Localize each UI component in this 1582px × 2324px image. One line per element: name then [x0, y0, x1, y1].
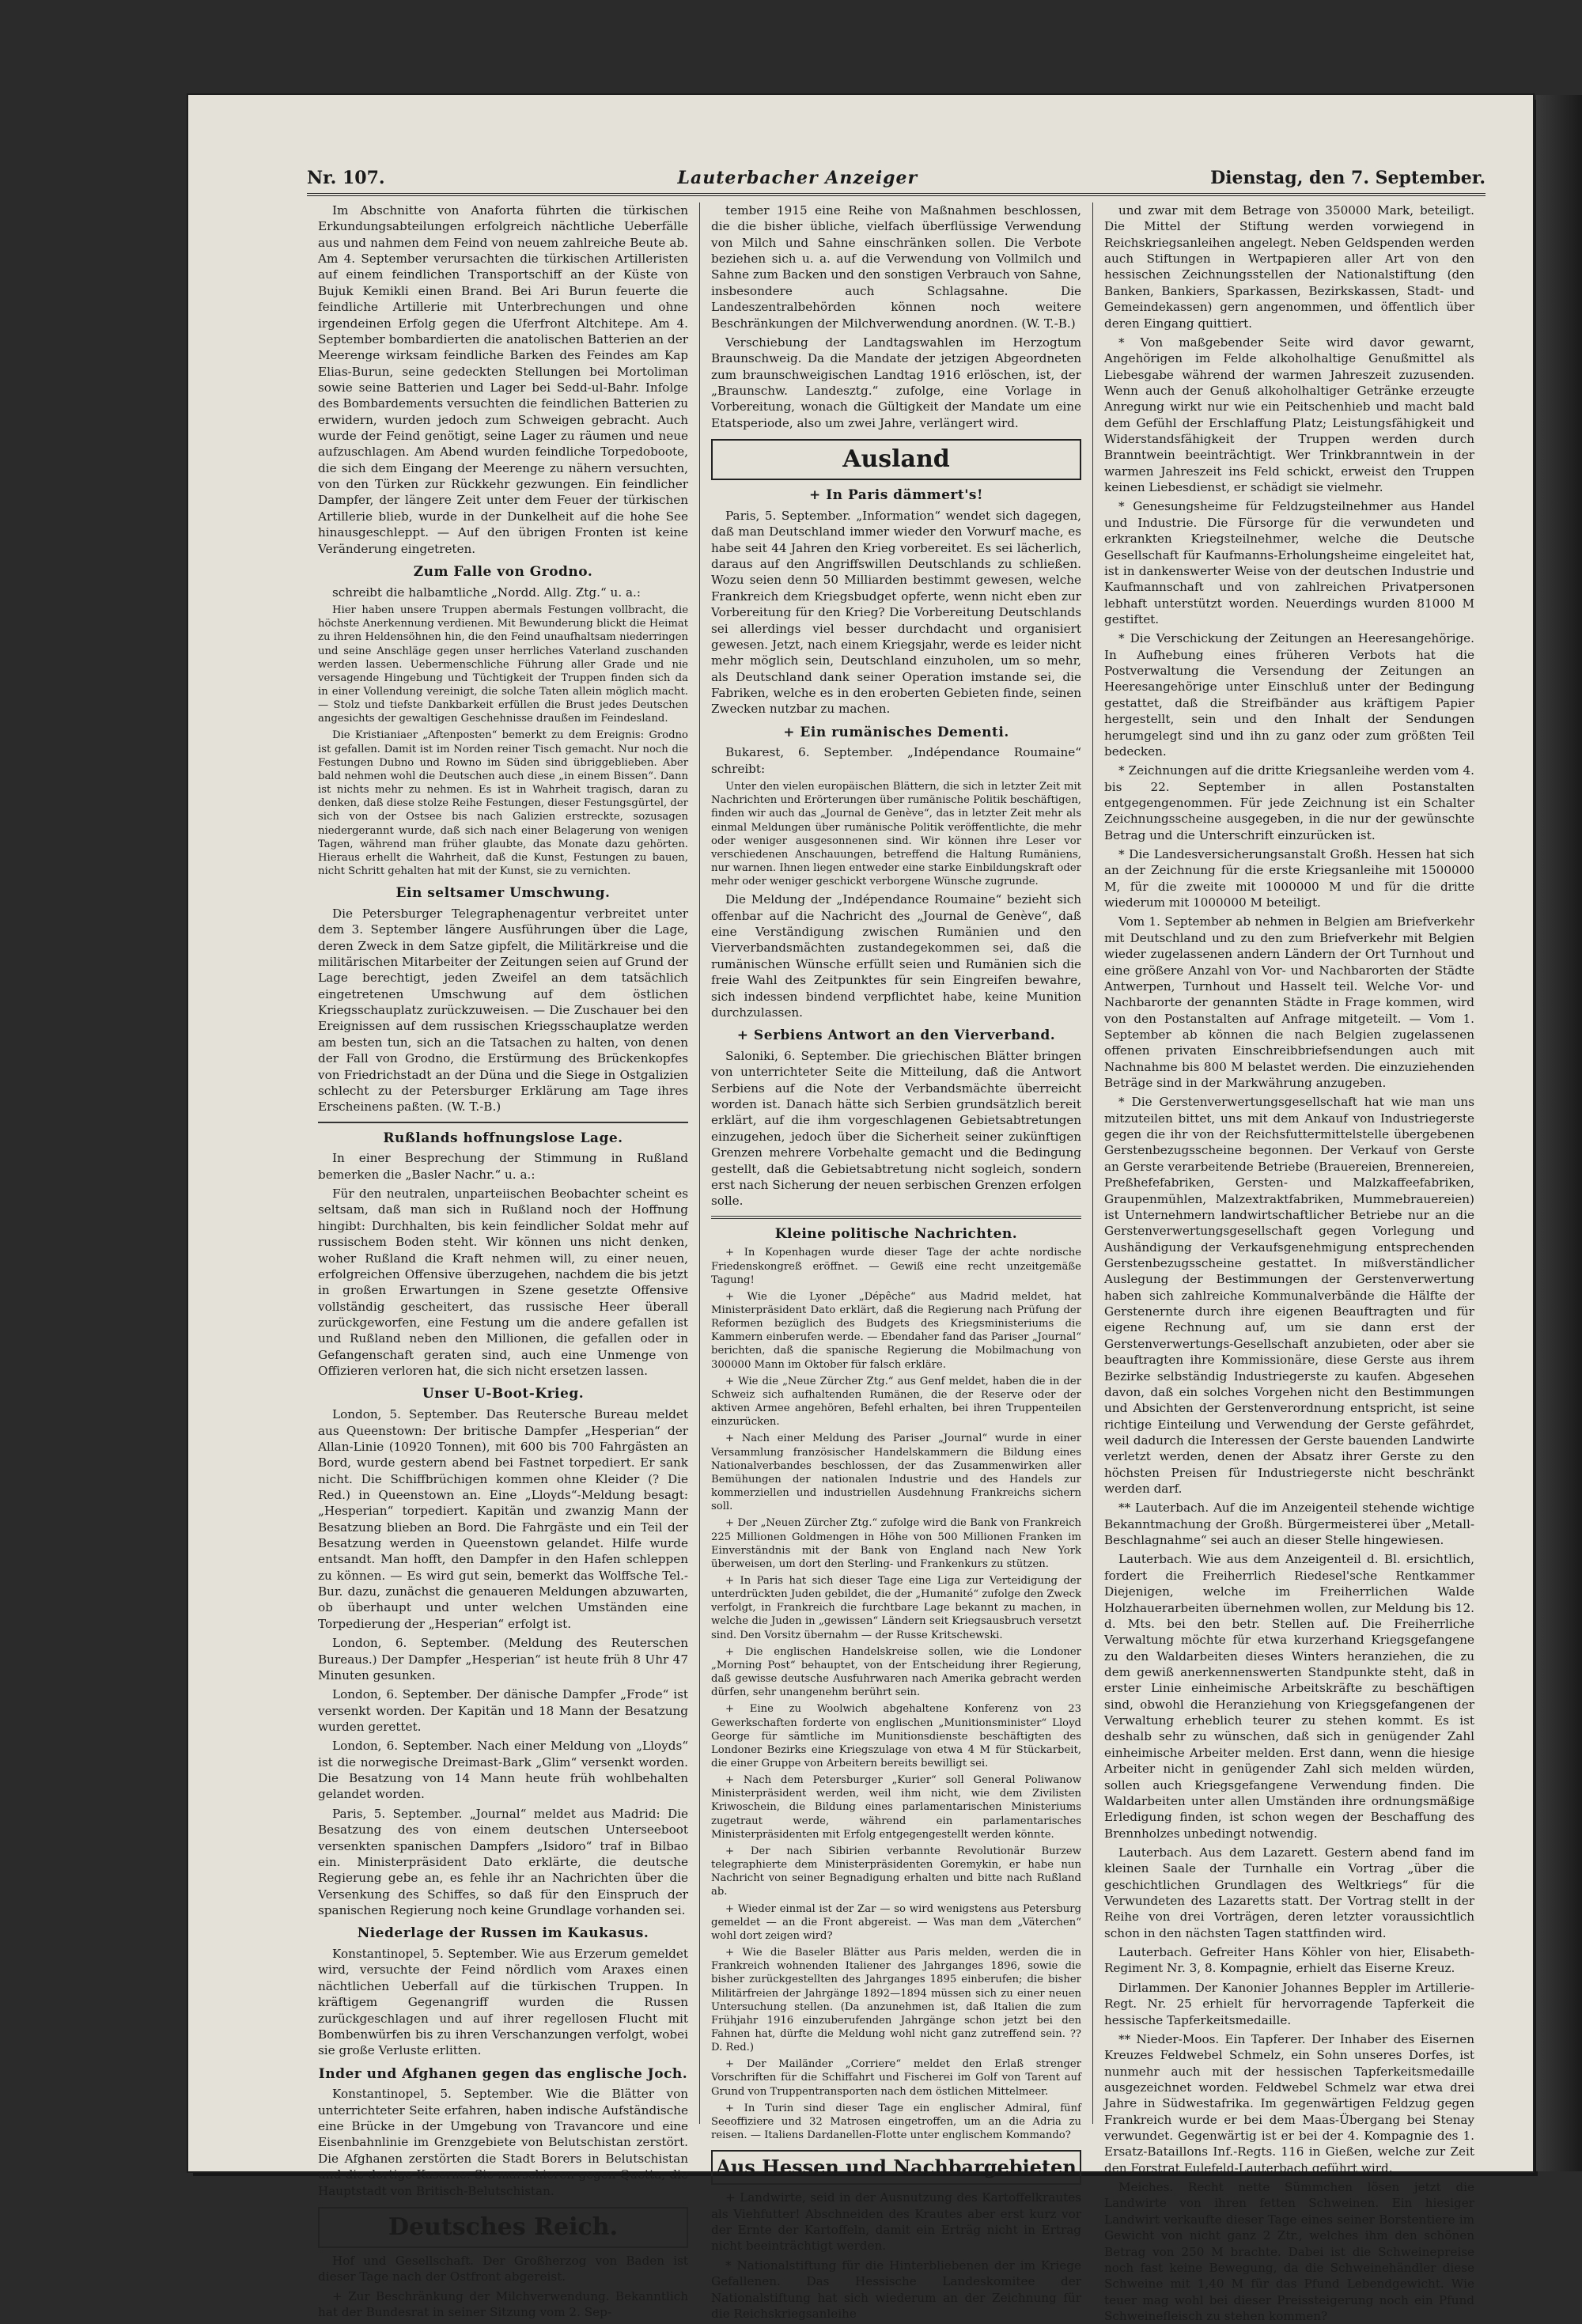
article-belgien: Vom 1. September ab nehmen in Belgien am Briefverkehr mit Deutschland und zu den zum Briefverkehr mit Belgien wieder zugelassenen andern Ländern der Ort Turnhout und eine größere Anzahl von Vor- und Nachbarorten der Städte Antwerpen, Turnhout und Hasselt teil. Welche Vor- und Nachbarorte der genannten Städte in Frage kommen, wird von den Postanstalten auf Anfrage mitgeteilt. — Vom 1. September ab können die nach Belgien zugelassenen offenen privaten Einschreibbriefsendungen auch mit Nachnahme bis 800 M belastet werden. Die einzuziehenden Beträge sind in der Markwährung anzugeben. — [1104, 914, 1474, 1091]
news-item: + Die englischen Handelskreise sollen, wie die Londoner „Morning Post“ behauptet, von der Entscheidung ihrer Regierung, daß gewisse deutsche Ausfuhrwaren nach Amerika gebracht werden dürfen, sehr unangenehm berührt sein. — [711, 1645, 1081, 1699]
newspaper-page — [188, 95, 1533, 2323]
article-grodno-quote: Hier haben unsere Truppen abermals Festungen vollbracht, die höchste Anerkennung verdienen. Mit Bewunderung blickt die Heimat zu ihren Heldensöhnen hin, die den Feind unaufhaltsam niederringen und seine Anschläge gegen unser herrliches Vaterland zuschanden werden lassen. Uebermenschliche Führung aller Grade und nie versagende Hingebung und Tüchtigkeit der Truppen finden sich da in einer Vollendung vereinigt, die solche Taten allein möglich macht. — Stolz und tiefste Dankbarkeit erfüllen die Brust jedes Deutschen angesichts der gewaltigen Geschehnisse draußen im Feindesland. — [318, 604, 688, 725]
article-meiches: Meiches. Recht nette Sümmchen lösen jetzt die Landwirte von ihren fetten Schweinen. Ein hiesiger Landwirt verkaufte dieser Tage eines seiner Borstentiere im Gewicht von nicht ganz 2 Ztr., welches ihm den schönen Betrag von 250 M brachte. Dabei ist die Schweinepreise noch fast keine Bewegung, da die Schweinehändler diese Schweine mit 1,40 M für das Pfund Lebendgewicht. Wie teuer mag wohl bei dieser Preissteigerung noch ein Pfund Schweinefleisch zu stehen kommen? — [1104, 2180, 1474, 2323]
masthead — [307, 157, 1485, 196]
article-uboot-1: London, 5. September. Das Reutersche Bureau meldet aus Queenstown: Der britische Dampfer „Hesperian“ der Allan-Linie (10920 Tonnen), mit 600 bis 700 Fahrgästen an Bord, wurde gestern abend bei Fastnet torpediert. Er sank nicht. Die Schiffbrüchigen kommen ohne Kleider (? Die Red.) in Queenstown an. Eine „Lloyds“-Meldung besagt: „Hesperian“ torpediert. Kapitän und zwanzig Mann der Besatzung blieben an Bord. Die Fahrgäste und ein Teil der Besatzung werden in Queenstown gelandet. Hilfe wurde entsandt. Man hofft, den Dampfer in den Hafen schleppen zu können. — Es wird gut sein, bemerkt das Wolffsche Tel.-Bur. dazu, zunächst die genaueren Meldungen abzuwarten, ob überhaupt und unter welchen Umständen eine Torpedierung der „Hesperian“ erfolgt ist. — [318, 1407, 688, 1631]
column-3 — [1093, 202, 1485, 2323]
article-koehler: Lauterbach. Gefreiter Hans Köhler von hier, Elisabeth-Regiment Nr. 3, 8. Kompagnie, erhielt das Eiserne Kreuz. — [1104, 1945, 1474, 1976]
article-lazarett: Lauterbach. Aus dem Lazarett. Gestern abend fand im kleinen Saale der Turnhalle ein Vortrag „über die geschichtlichen Grundlagen des Weltkriegs“ für die Verwundeten des Lazaretts statt. Der Vortrag stellt in der Reihe von drei Vorträgen, deren letzter voraussichtlich schon in den nächsten Tagen stattfinden wird. — [1104, 1845, 1474, 1940]
article-genesungsheime: * Genesungsheime für Feldzugsteilnehmer aus Handel und Industrie. Die Fürsorge für die verwundeten und erkrankten Kriegsteilnehmer, welche die Deutsche Gesellschaft für Kaufmanns-Erholungsheime eingeleitet hat, ist in dankenswerter Weise von der deutschen Industrie und Kaufmannschaft und von zahlreichen Privatpersonen lebhaft unterstützt worden. Neuerdings wurden 81000 M gestiftet. — [1104, 499, 1474, 626]
heading-russland: Rußlands hoffnungslose Lage. — [383, 1130, 623, 1146]
heading-kleine-nachrichten: Kleine politische Nachrichten. — [774, 1225, 1018, 1242]
news-item: + Der nach Sibirien verbannte Revolutionär Burzew telegraphierte dem Ministerpräsidenten Goremykin, er habe nun Nachricht von seiner Begnadigung erhalten und bitte nach Rußland ab. — [711, 1845, 1081, 1898]
article-kartoffelkraut: + Landwirte, seid in der Ausnutzung des Kartoffelkrautes als Viehfutter! Abschneiden des Krautes aber erst kurz vor der Ernte der Kartoffeln, damit ein Erträg nicht in Ertrag nicht beeinträchtigt werden. — [711, 2190, 1081, 2254]
article-dementi-quote: Unter den vielen europäischen Blättern, die sich in letzter Zeit mit Nachrichten und Erörterungen über rumänische Politik beschäftigen, finden wir auch das „Journal de Genève“, das in letzter Zeit mehr als einmal Meldungen über rumänische Politik veröffentlichte, die mehr oder weniger ausgesonnenen sind. Wir können ihre Leser vor verschiedenen Anschauungen, betreffend die Haltung Rumäniens, nur warnen. Ihnen liegen entweder eine starke Einbildungskraft oder mehr oder weniger geschickt verborgene Wünsche zugrunde. — [711, 781, 1081, 888]
article-uboot-3: London, 6. September. Der dänische Dampfer „Frode“ ist versenkt worden. Der Kapitän und 18 Mann der Besatzung wurden gerettet. — [318, 1687, 688, 1734]
heading-inder: Inder und Afghanen gegen das englische Joch. — [318, 2065, 688, 2082]
article-serbien: Saloniki, 6. September. Die griechischen Blätter bringen von unterrichteter Seite die Mitteilung, daß die Antwort Serbiens auf die Note der Verbandsmächte überreicht worden ist. Danach hätte sich Serbien grundsätzlich bereit erklärt, auf die ihm vorgeschlagenen Gebietsabtretungen einzugehen, jedoch über die Sicherheit seiner zukünftigen Grenzen mehrere Vorbehalte gemacht und die Bedingung gestellt, daß die Gebietsabtretung nicht sogleich, sondern erst nach Sicherung der neuen serbischen Grenzen erfolgen solle. — [711, 1049, 1081, 1209]
section-hessen: Aus Hessen und Nachbargebieten — [711, 2150, 1081, 2185]
news-item: + Nach dem Petersburger „Kurier“ soll General Poliwanow Ministerpräsident werden, weil ihm nicht, wie dem Zivilisten Kriwoschein, die Bildung eines parlamentarischen Ministeriums zugetraut werde, während ein parlamentarisches Ministerpräsidenten mit Erfolg entgegengestellt werden könnte. — [711, 1774, 1081, 1841]
article-landesversicherung: * Die Landesversicherungsanstalt Großh. Hessen hat sich an der Zeichnung für die erste Kriegsanleihe mit 1500000 M, für die zweite mit 1000000 M und für die dritte wiederum mit 1000000 M beteiligt. — [1104, 847, 1474, 910]
article-milch-cont: tember 1915 eine Reihe von Maßnahmen beschlossen, die die bisher übliche, vielfach überflüssige Verwendung von Milch und Sahne einschränken sollen. Die Verbote beziehen sich u. a. auf die Verwendung von Vollmilch und Sahne zum Backen und den sonstigen Verbrauch von Sahne, insbesondere auch Schlagsahne. Die Landeszentralbehörden können noch weitere Beschränkungen der Milchverwendung anordnen. (W. T.-B.) — [711, 203, 1081, 331]
column-1 — [307, 202, 700, 2320]
column-2 — [700, 202, 1093, 2321]
heading-kaukasus: Niederlage der Russen im Kaukasus. — [357, 1925, 649, 1942]
article-nationalstiftung-cont: und zwar mit dem Betrage von 350000 Mark, beteiligt. Die Mittel der Stiftung werden vorwiegend in Reichskriegsanleihen angelegt. Neben Geldspenden werden auch Stiftungen in Wertpapieren aller Art von den hessischen Zeichnungsstellen der Nationalstiftung (den Banken, Bankiers, Sparkassen, Bezirkskassen, Stadt- und Gemeindekassen) gern angenommen, und öffentlich über deren Eingang quittiert. — [1104, 203, 1474, 331]
columns — [307, 202, 1485, 2323]
article-holzhauer: Lauterbach. Wie aus dem Anzeigenteil d. Bl. ersichtlich, fordert die Freiherrlich Riedesel'sche Rentkammer Diejenigen, welche im Freiherrlichen Walde Holzhauerarbeiten übernehmen wollen, zur Meldung bis 12. d. Mts. bei den betr. Stellen auf. Die Freiherrliche Verwaltung möchte für etwa kurzerhand Kriegsgefangene zu den Waldarbeiten dieses Winters heranziehen, die zu dem gewiß anerkennenswerten Standpunkte steht, daß in erster Linie einheimische Arbeitskräfte zu beschäftigen sind, obwohl die Heranziehung von Kriegsgefangenen der Verwaltung erheblich teurer zu stehen kommt. Es ist deshalb sehr zu wünschen, daß sich in genügender Zahl einheimische Arbeiter melden. Erst dann, wenn die hiesige Arbeiter nicht in genügender Zahl sich melden würden, sollen auch Kriegsgefangene Verwendung finden. Die Waldarbeiten unter allen Umständen ihre ordnungsmäßige Erledigung finden, ist schon wegen der Beschaffung des Brennholzes unbedingt notwendig. — [1104, 1552, 1474, 1841]
scan-edge — [1536, 95, 1582, 2171]
article-dementi: Die Meldung der „Indépendance Roumaine“ bezieht sich offenbar auf die Nachricht des „Journal de Genève“, daß eine Verständigung zwischen Rumänien und den Vierverbandsmächten zustandegekommen sei, daß die rumänischen Wünsche erfüllt seien und Rumänien sich die freie Wahl des Zeitpunktes für sein Eingreifen bewahre, sich indessen bindend verpflichtet habe, keine Munition durchzulassen. — [711, 892, 1081, 1020]
article-gerste: * Die Gerstenverwertungsgesellschaft hat wie man uns mitzuteilen bittet, uns mit dem Ankauf von Industriegerste gegen die ihr von der Reichsfuttermittelstelle übergebenen Gerstenbezugsscheine begonnen. Der Verkauf von Gerste an Gerste verarbeitende Betriebe (Brauereien, Brennereien, Preßhefefabriken, Gersten- und Malzkaffeefabriken, Graupenmühlen, Malzextraktfabriken, Mummebrauereien) ist Unternehmern landwirtschaftlicher Betriebe nur an die Gerstenverwertungsgesellschaft gegen Vorlegung und Aushändigung der Verkaufsgenehmigung entsprechenden Gerstenbezugsscheine gestattet. In mißverständlicher Auslegung der Bestimmungen der Gerstenverwertung haben sich zahlreiche Kommunalverbände die Hälfte der Gerstenernte durch ihre eigenen Beauftragten und für eigene Rechnung auf, um sie dann erst der Gerstenverwertungs-Gesellschaft anzubieten, oder aber sie beauftragten ihre Kommissionäre, diese Gerste aus ihrem Bezirke selbständig Industriegerste zu kaufen. Abgesehen davon, daß ein solches Vorgehen nicht den Bestimmungen und Absichten der Gerstenverordnung entspricht, ist seine richtige Einteilung und Verwendung der Gerste gefährdet, weil dadurch die Interessen der Gerste bauenden Landwirte verletzt werden, denen der Absatz ihrer Gerste zu den höchsten Preisen für Industriegerste nicht beschränkt werden darf. — [1104, 1095, 1474, 1497]
article-kriegsanleihe: * Zeichnungen auf die dritte Kriegsanleihe werden vom 4. bis 22. September in allen Postanstalten entgegengenommen. Für jede Zeichnung ist ein Schalter Zeichnungsscheine ausgegeben, in die nur der gewünschte Betrag und die Unterschrift einzurücken ist. — [1104, 763, 1474, 842]
article-inder: Konstantinopel, 5. September. Wie die Blätter von unterrichteter Seite erfahren, haben indische Aufständische eine Brücke in der Umgebung von Travancore und eine Eisenbahnlinie im Grenzgebiete von Belutschistan zerstört. Die Afghanen zerstörten die Stadt Borers in Belutschistan und die dortige Kaserne. Sie marschieren gegen Quetta, die Hauptstadt von Britisch-Belutschistan. — [318, 2087, 688, 2198]
divider — [318, 1122, 688, 1123]
heading-paris: + In Paris dämmert's! — [809, 487, 983, 504]
article-milch: + Zur Beschränkung der Milchverwendung. Bekanntlich hat der Bundesrat in seiner Sitzung vom 2. Sep- — [318, 2288, 688, 2320]
article-grodno-aftenposten: Die Kristianiaer „Aftenposten“ bemerkt zu dem Ereignis: Grodno ist gefallen. Damit ist im Norden reiner Tisch gemacht. Nur noch die Festungen Dubno und Rowno im Süden sind übriggeblieben. Aber bald nehmen wohl die Deutschen auch diese „in einem Bissen“. Dann ist nichts mehr zu nehmen. Es ist in Wahrheit tragisch, daran zu denken, daß diese stolze Reihe Festungen, dieser Festungsgürtel, der sich von der Ostsee bis nach Galizien erstreckte, sozusagen niedergerannt wurde, daß sich nach einer Belagerung von wenigen Tagen, während man früher glaubte, das Monate dazu gehörten. Hieraus erhellt die Wahrheit, daß die Kunst, Festungen zu bauen, nicht Schritt gehalten hat mit der Kunst, sie zu vernichten. — [318, 729, 688, 877]
paper-title: Lauterbacher Anzeiger — [677, 168, 918, 188]
article-russland-intro: In einer Besprechung der Stimmung in Rußland bemerken die „Basler Nachr.“ u. a.: — [318, 1151, 688, 1182]
heading-umschwung: Ein seltsamer Umschwung. — [396, 885, 611, 902]
article-dirlammen: Dirlammen. Der Kanonier Johannes Beppler im Artillerie-Regt. Nr. 25 erhielt für hervorragende Tapferkeit die hessische Tapferkeitsmedaille. — [1104, 1980, 1474, 2027]
article-uboot-2: London, 6. September. (Meldung des Reuterschen Bureaus.) Der Dampfer „Hesperian“ ist heute früh 8 Uhr 47 Minuten gesunken. — [318, 1636, 688, 1682]
section-ausland: Ausland — [711, 439, 1081, 480]
article-grodno-intro: schreibt die halbamtliche „Nordd. Allg. Ztg.“ u. a.: — [332, 585, 641, 600]
news-item: + In Turin sind dieser Tage ein englischer Admiral, fünf Seeoffiziere und 32 Matrosen eingetroffen, um an die Adria zu reisen. — Italiens Dardanellen-Flotte unter englischem Kommando? — [711, 2102, 1081, 2142]
article-nieder-moos: ** Nieder-Moos. Ein Tapferer. Der Inhaber des Eisernen Kreuzes Feldwebel Schmelz, ein Sohn unseres Dorfes, ist nunmehr auch mit der hessischen Tapferkeitsmedaille ausgezeichnet worden. Feldwebel Schmelz war etwa drei Jahre in Südwestafrika. Im gegenwärtigen Feldzug gegen Frankreich wurde er bei dem Maas-Übergang bei Stenay verwundet. Gegenwärtig ist er bei der 4. Kompagnie des 1. Ersatz-Bataillons Inf.-Regts. 116 in Gießen, welche zur Zeit den Forstrat Eulefeld-Lauterbach geführt wird. — [1104, 2031, 1474, 2175]
news-item: + Nach einer Meldung des Pariser „Journal“ wurde in einer Versammlung französischer Handelskammern die Bildung eines Nationalverbandes beschlossen, der das Zusammenwirken aller Bemühungen der nationalen Industrie und des Handels zur kommerziellen und industriellen Ausdehnung Frankreichs sichern soll. — [711, 1433, 1081, 1513]
heading-grodno: Zum Falle von Grodno. — [413, 563, 593, 580]
article-zeitungen: * Die Verschickung der Zeitungen an Heeresangehörige. In Aufhebung eines früheren Verbots hat die Postverwaltung die Versendung der Zeitungen an Heeresangehörige unter Einschluß unter der Bedingung gestattet, daß die Streifbänder aus kräftigem Papier hergestellt, sein und den Inhalt der Sendungen herumgelegt sind und ihn zu ganz oder zum größten Teil bedecken. — [1104, 631, 1474, 759]
article-metall: ** Lauterbach. Auf die im Anzeigenteil stehende wichtige Bekanntmachung der Großh. Bürgermeisterei über „Metall-Beschlagnahme“ sei auch an dieser Stelle hingewiesen. — [1104, 1501, 1474, 1548]
article-umschwung: Die Petersburger Telegraphenagentur verbreitet unter dem 3. September längere Ausführungen über die Lage, deren Zweck in dem Satze gipfelt, die Militärkreise und die militärischen Mitarbeiter der Zeitungen seien auf Grund der Lage berechtigt, jeden Zweifel an dem tatsächlich eingetretenen Umschwung auf dem östlichen Kriegsschauplatz zurückzuweisen. — Die Zuschauer bei den Ereignissen auf dem russischen Kriegsschauplatze werden am besten tun, sich an die Tatsachen zu halten, von denen der Fall von Grodno, die Erstürmung des Brückenkopfes von Friedrichstadt an der Düna und die Siege in Ostgalizien schlecht zu der Petersburger Erklärung am Tage ihres Erscheinens paßten. (W. T.-B.) — [318, 906, 688, 1115]
article-braunschweig: Verschiebung der Landtagswahlen im Herzogtum Braunschweig. Da die Mandate der jetzigen Abgeordneten zum braunschweigischen Landtag 1916 erlöschen, ist, der „Braunschw. Landesztg.“ zufolge, eine Vorlage in Vorbereitung, wonach die Gültigkeit der Mandate um eine Etatsperiode, also um zwei Jahre, verlängert wird. — [711, 335, 1081, 430]
article-nationalstiftung: * Nationalstiftung für die Hinterbliebenen der im Kriege Gefallenen. Das Hessische Landeskomitee der Nationalstiftung hat sich wiederum an der Zeichnung für die Reichskriegsanleihe — [711, 2258, 1081, 2321]
article-kaukasus: Konstantinopel, 5. September. Wie aus Erzerum gemeldet wird, versuchte der Feind nördlich vom Araxes einen nächtlichen Ueberfall auf die türkischen Truppen. In kräftigem Gegenangriff wurden die Russen zurückgeschlagen und auf ihrer regellosen Flucht mit Bombenwürfen bis zu ihren Verschanzungen verfolgt, wobei sie große Verluste erlitten. — [318, 1947, 688, 2058]
news-item: + Wie die Lyoner „Dépêche“ aus Madrid meldet, hat Ministerpräsident Dato erklärt, daß die Regierung nach Prüfung der Reformen bezüglich des Budgets des Kriegsministeriums die Kammern einberufen werde. — Ebendaher fand das Pariser „Journal“ berichten, daß die spanische Regierung die Mobilmachung von 300000 Mann im Oktober für falsch erkläre. — [711, 1290, 1081, 1371]
news-item: + Der „Neuen Zürcher Ztg.“ zufolge wird die Bank von Frankreich 225 Millionen Goldmengen in Höhe von 500 Millionen Franken im Einverständnis mit der Bank von England nach New York überweisen, um dort den Sterling- und Frankenkurs zu stützen. — [711, 1517, 1081, 1570]
issue-number: Nr. 107. — [307, 168, 385, 188]
heading-uboot: Unser U-Boot-Krieg. — [422, 1386, 585, 1402]
divider — [711, 1216, 1081, 1219]
article-anaforta: Im Abschnitte von Anaforta führten die türkischen Erkundungsabteilungen erfolgreich nächtliche Ueberfälle aus und nahmen dem Feind von neuem zahlreiche Beute ab. Am 4. September verursachten die türkischen Artilleristen auf einem feindlichen Transportschiff an der Küste von Bujuk Kemikli einen Brand. Bei Ari Burun feuerte die feindliche Artillerie mit Unterbrechungen und ohne irgendeinen Erfolg gegen die Uferfront Altchitepe. Am 4. September bombardierten die anatolischen Batterien an der Meerenge wirksam feindliche Barken des Feindes am Kap Elias-Burun, seine gedeckten Stellungen bei Mortoliman sowie seine Batterien und Lager bei Sedd-ul-Bahr. Infolge des Bombardements versuchten die feindlichen Batterien zu erwidern, wurden jedoch zum Schweigen gebracht. Auch wurde der Feind genötigt, seine Lager zu räumen und neue aufzuschlagen. Am Abend wurden feindliche Torpedoboote, die sich dem Eingang der Meerenge zu nähern versuchten, von den Türken zur Rückkehr gezwungen. Ein feindlicher Dampfer, der längere Zeit unter dem Feuer der türkischen Artillerie blieb, wurde in der Dunkelheit auf die hohe See hinausgeschleppt. — Auf den übrigen Fronten ist keine Veränderung eingetreten. — [318, 203, 688, 556]
section-deutsches-reich: Deutsches Reich. — [318, 2207, 688, 2248]
heading-dementi: + Ein rumänisches Dementi. — [783, 724, 1009, 740]
article-russland: Für den neutralen, unparteiischen Beobachter scheint es seltsam, daß man sich in Rußland noch der Hoffnung hingibt: Durchhalten, bis kein feindlicher Soldat mehr auf russischem Boden steht. Wir können uns nicht denken, woher Rußland die Kraft nehmen will, zu einer neuen, erfolgreichen Offensive überzugehen, nachdem die bis jetzt in großen Erwartungen in Szene gesetzte Offensive vollständig gescheitert, das russische Heer überall zurückgeworfen, eine Festung um die andere gefallen ist und Rußland neben den Millionen, die gefallen oder in Gefangenschaft geraten sind, auch eine Unmenge von Offizieren verloren hat, die sich nicht ersetzen lassen. — [318, 1187, 688, 1379]
news-item: + In Kopenhagen wurde dieser Tage der achte nordische Friedenskongreß eröffnet. — Gewiß eine recht unzeitgemäße Tagung! — [711, 1247, 1081, 1286]
heading-serbien: + Serbiens Antwort an den Vierverband. — [736, 1028, 1056, 1044]
article-uboot-4: London, 6. September. Nach einer Meldung von „Lloyds“ ist die norwegische Dreimast-Bark „Glim“ versenkt worden. Die Besatzung von 14 Mann heute früh wohlbehalten gelandet worden. — [318, 1739, 688, 1802]
news-item: + Der Mailänder „Corriere“ meldet den Erlaß strenger Vorschriften für die Schiffahrt und Fischerei im Golf von Tarent auf Grund von Truppentransporten nach dem östlichen Mittelmeer. — [711, 2058, 1081, 2098]
article-hof: Hof und Gesellschaft. Der Großherzog von Baden ist dieser Tage nach der Ostfront abgereist. — [318, 2254, 688, 2284]
article-dementi-intro: Bukarest, 6. September. „Indépendance Roumaine“ schreibt: — [711, 745, 1081, 776]
news-item: + In Paris hat sich dieser Tage eine Liga zur Verteidigung der unterdrückten Juden gebildet, die der „Humanité“ zufolge den Zweck verfolgt, in Frankreich die furchtbare Lage bekannt zu machen, in welche die Juden in „gewissen“ Ländern seit Kriegsausbruch versetzt sind. Den Vorsitz übernahm — der Russe Kritschewski. — [711, 1574, 1081, 1641]
article-uboot-5: Paris, 5. September. „Journal“ meldet aus Madrid: Die Besatzung des von einem deutschen Unterseeboot versenkten spanischen Dampfers „Isidoro“ traf in Bilbao ein. Ministerpräsident Dato erklärte, die deutsche Regierung gebe an, es fehle ihr an Nachrichten über die Versenkung des Schiffes, so daß für den Einspruch der spanischen Regierung noch keine Grundlage vorhanden sei. — [318, 1806, 688, 1917]
article-paris: Paris, 5. September. „Information“ wendet sich dagegen, daß man Deutschland immer wieder den Vorwurf mache, es habe seit 44 Jahren den Krieg vorbereitet. Es sei lächerlich, daraus auf den Angriffswillen Deutschlands zu schließen. Wozu seien denn 50 Milliarden bestimmt gewesen, welche Frankreich dem Kriegsbudget opferte, wenn nicht eben zur Vorbereitung für den Krieg? Die Vorbereitung Deutschlands sei allerdings viel besser durchdacht und organisiert gewesen. Jetzt, nach einem Kriegsjahr, werde es leider nicht mehr möglich sein, Deutschland einzuholen, um so mehr, als Deutschland dank seiner Operation imstande sei, die Fabriken, welche es in den eroberten Gebieten finde, seinen Zwecken nutzbar zu machen. — [711, 508, 1081, 717]
news-item: + Wieder einmal ist der Zar — so wird wenigstens aus Petersburg gemeldet — an die Front abgereist. — Was man dem „Väterchen“ wohl dort zeigen wird? — [711, 1902, 1081, 1942]
news-item: + Wie die Baseler Blätter aus Paris melden, werden die in Frankreich wohnenden Italiener des Jahrganges 1896, sowie die bisher zurückgestellten des Jahrganges 1895 einberufen; die bisher Militärfreien der Jahrgänge 1892—1894 müssen sich zu einer neuen Untersuchung stellen. (Da anzunehmen ist, daß Italien die zum Frühjahr 1916 einzuberufenden Jahrgänge schon jetzt bei den Fahnen hat, dürfte die Meldung wohl nicht ganz zutreffend sein. ?? D. Red.) — [711, 1947, 1081, 2054]
news-item: + Wie die „Neue Zürcher Ztg.“ aus Genf meldet, haben die in der Schweiz sich aufhaltenden Rumänen, die der Reserve oder der aktiven Armee angehören, Befehl erhalten, bei ihren Truppenteilen einzurücken. — [711, 1375, 1081, 1429]
article-alkohol: * Von maßgebender Seite wird davor gewarnt, Angehörigen im Felde alkoholhaltige Genußmittel als Liebesgabe während der warmen Jahreszeit zuzusenden. Wenn auch der Genuß alkoholhaltiger Getränke erzeugte Anregung wirkt nur wie ein Peitschenhieb und macht bald dem Gefühl der Erschlaffung Platz; Leistungsfähigkeit und Widerstandsfähigkeit der Truppen werden durch Branntwein beeinträchtigt. Wer Trinkbranntwein in der warmen Jahreszeit ins Feld schickt, erweist den Truppen keinen Liebesdienst, er schädigt sie vielmehr. — [1104, 335, 1474, 495]
news-item: + Eine zu Woolwich abgehaltene Konferenz von 23 Gewerkschaften forderte von englischen „Munitionsminister“ Lloyd George für sämtliche im Munitionsdienste beschäftigten des Londoner Bezirks eine Kriegszulage von etwa 4 M für Stückarbeit, die einer Gruppe von Arbeitern bereits bewilligt sei. — [711, 1703, 1081, 1770]
issue-date: Dienstag, den 7. September. — [1210, 168, 1485, 188]
